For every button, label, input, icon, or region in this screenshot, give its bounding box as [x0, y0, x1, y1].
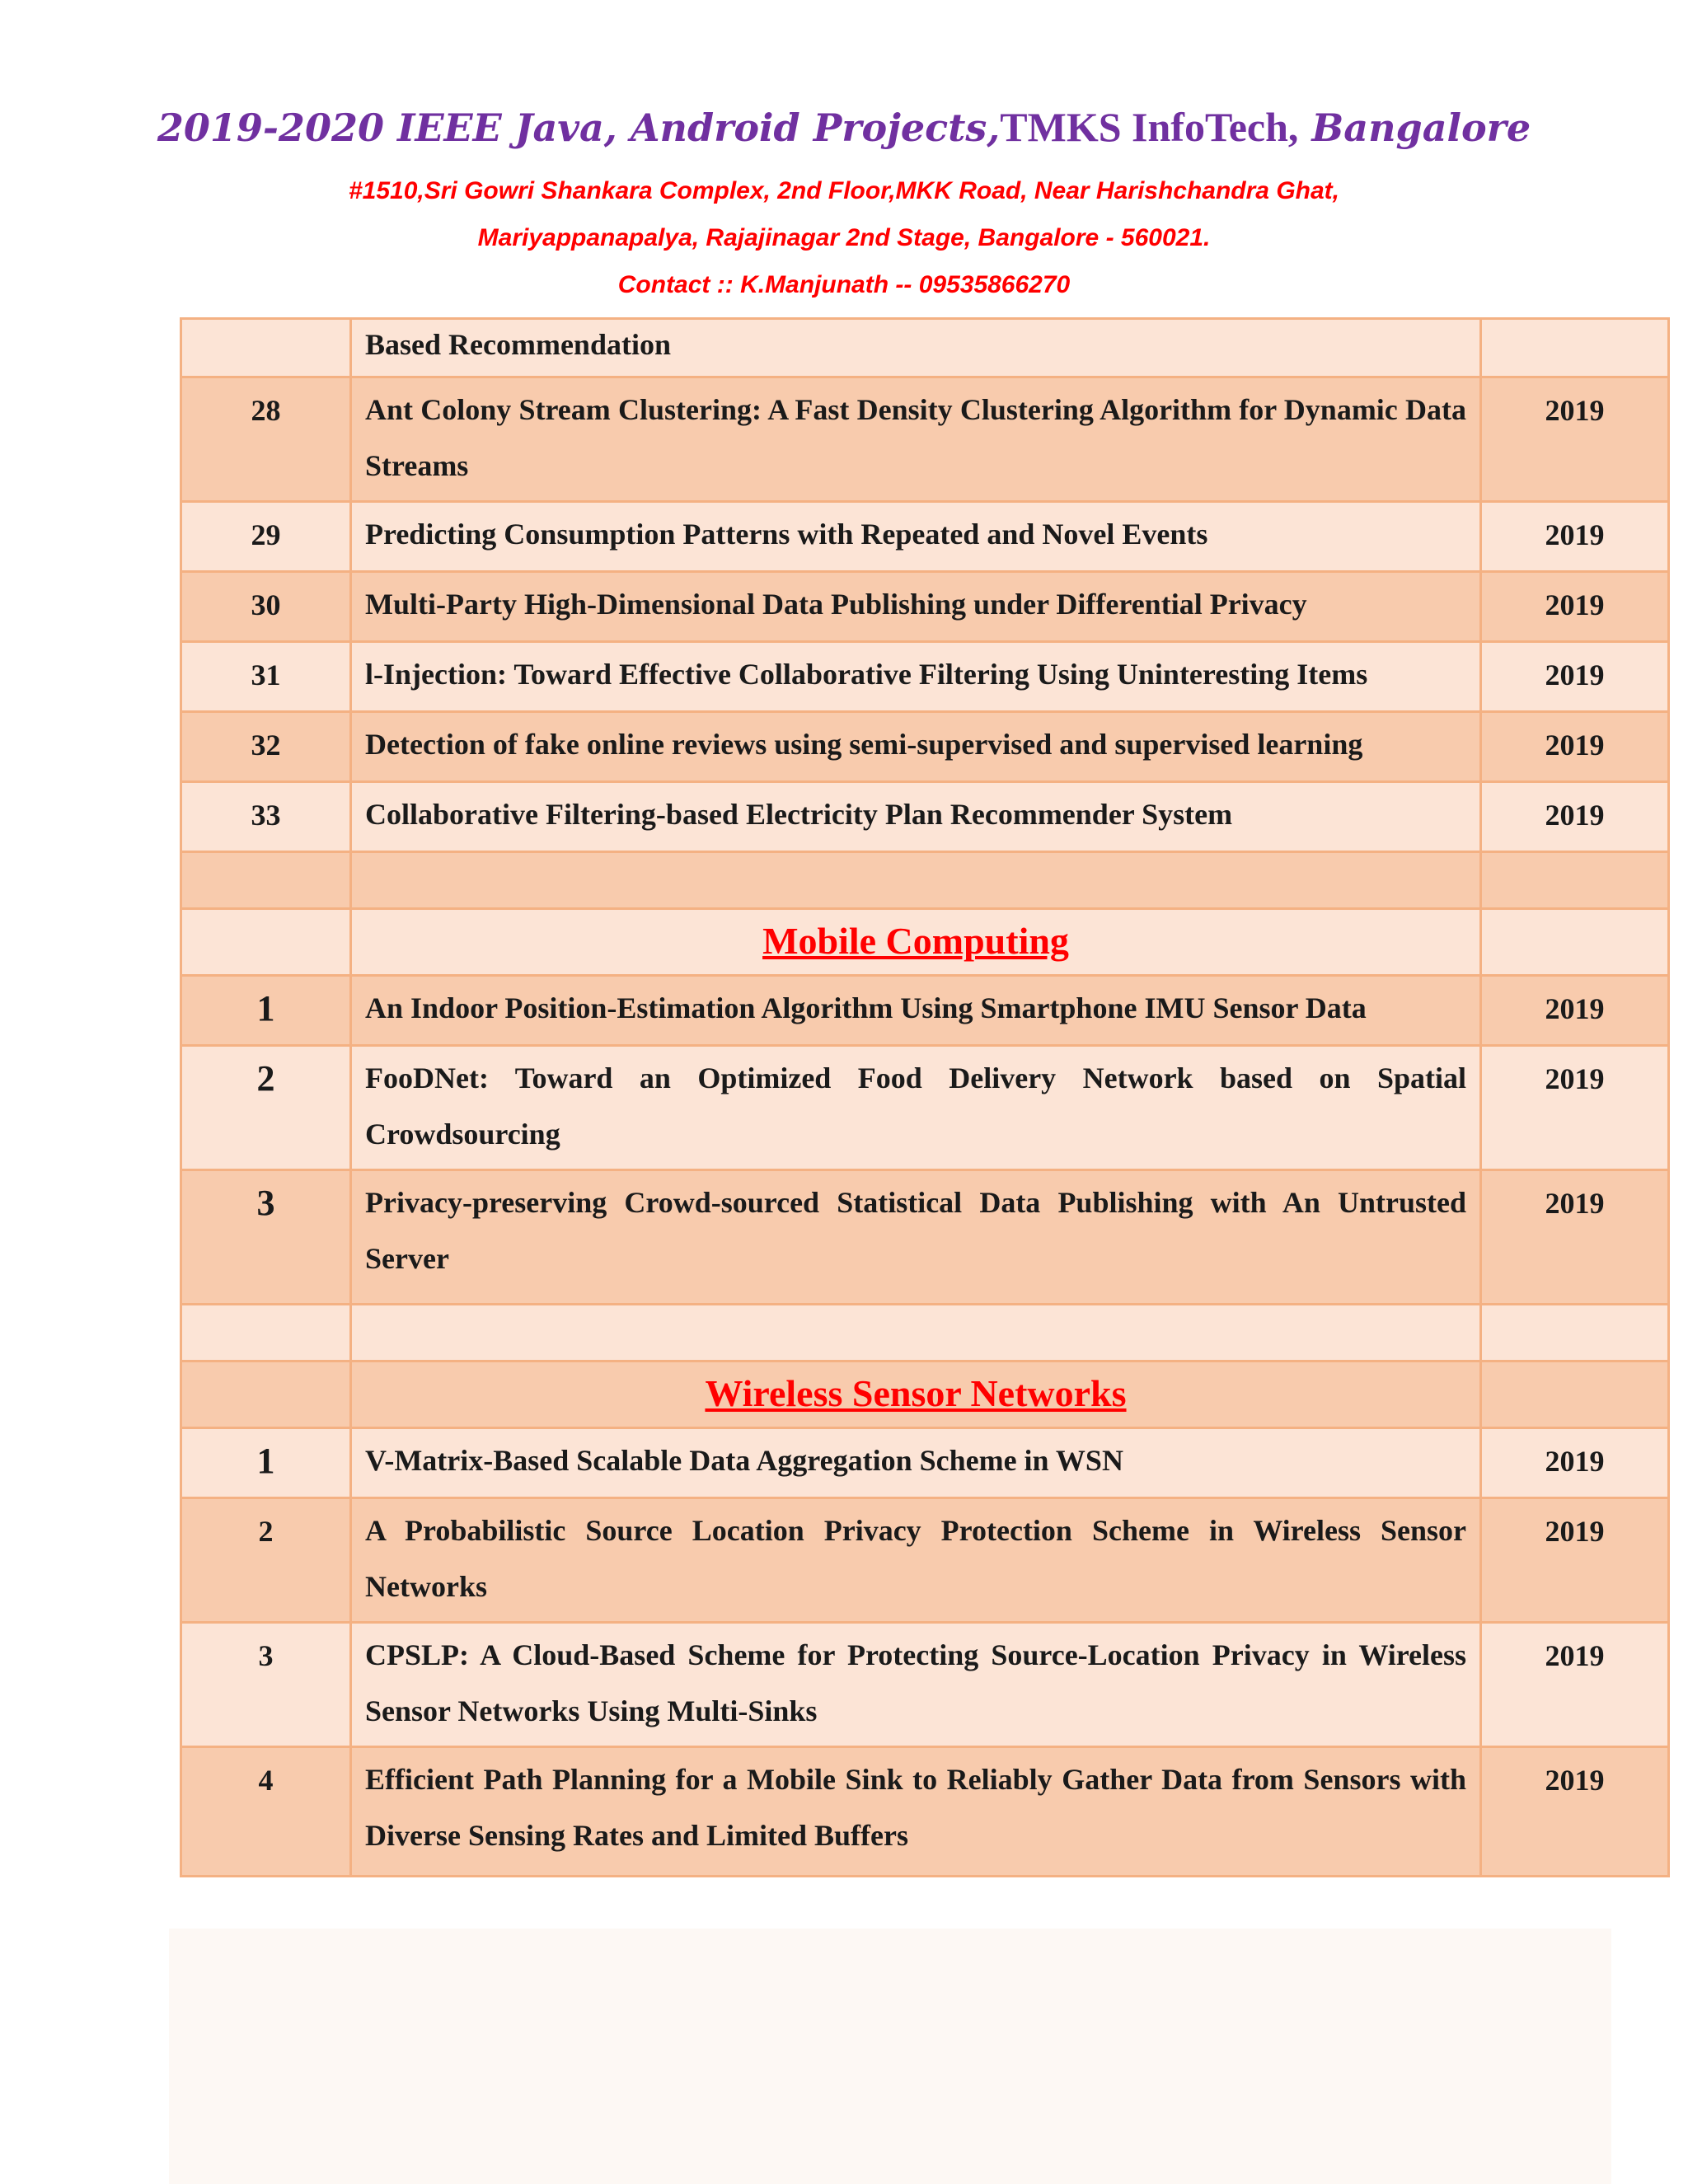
row-title: V-Matrix-Based Scalable Data Aggregation Scheme in WSN — [351, 1428, 1481, 1498]
row-year: 2019 — [1481, 1428, 1669, 1498]
row-title: Multi-Party High-Dimensional Data Publishing under Differential Privacy — [351, 572, 1481, 642]
table-row — [181, 782, 1669, 852]
table-row — [181, 502, 1669, 572]
table-row — [181, 976, 1669, 1046]
table-spacer-row — [181, 852, 1669, 909]
document-header — [0, 97, 1688, 308]
row-year: 2019 — [1481, 1623, 1669, 1747]
row-number: 29 — [181, 502, 351, 572]
row-number: 32 — [181, 712, 351, 782]
row-title: Predicting Consumption Patterns with Repeated and Novel Events — [351, 502, 1481, 572]
table-row — [181, 1428, 1669, 1498]
table-spacer-row — [181, 1305, 1669, 1361]
row-number: 1 — [181, 976, 351, 1046]
row-number: 1 — [181, 1428, 351, 1498]
table-row — [181, 377, 1669, 502]
table-row — [181, 572, 1669, 642]
row-year: 2019 — [1481, 712, 1669, 782]
row-number: 3 — [181, 1170, 351, 1305]
header-title-main: 2019-2020 IEEE Java, Android Projects, — [157, 105, 1001, 150]
page-shadow — [169, 1929, 1611, 2184]
section-title-wireless-sensor-networks: Wireless Sensor Networks — [705, 1372, 1127, 1414]
row-number — [181, 319, 351, 377]
row-number: 30 — [181, 572, 351, 642]
header-title-brand: TMKS InfoTech, — [1000, 104, 1299, 150]
row-number: 31 — [181, 642, 351, 712]
table-row — [181, 642, 1669, 712]
row-title: Ant Colony Stream Clustering: A Fast Density Clustering Algorithm for Dynamic Data Streams — [351, 377, 1481, 502]
row-title: Detection of fake online reviews using semi-supervised and supervised learning — [351, 712, 1481, 782]
row-title: l-Injection: Toward Effective Collaborative Filtering Using Uninteresting Items — [351, 642, 1481, 712]
row-year — [1481, 319, 1669, 377]
address-line-1: #1510,Sri Gowri Shankara Complex, 2nd Floor,MKK Road, Near Harishchandra Ghat, — [348, 177, 1339, 204]
row-title: Collaborative Filtering-based Electricity Plan Recommender System — [351, 782, 1481, 852]
row-year: 2019 — [1481, 1170, 1669, 1305]
table-row — [181, 1623, 1669, 1747]
row-title: Based Recommendation — [351, 319, 1481, 377]
row-title: FooDNet: Toward an Optimized Food Delivery Network based on Spatial Crowdsourcing — [351, 1046, 1481, 1170]
row-number: 33 — [181, 782, 351, 852]
table-row — [181, 1170, 1669, 1305]
row-year: 2019 — [1481, 782, 1669, 852]
contact-line: Contact :: K.Manjunath -- 09535866270 — [617, 271, 1071, 298]
section-header-row — [181, 909, 1669, 976]
row-number: 3 — [181, 1623, 351, 1747]
row-number: 4 — [181, 1747, 351, 1877]
table-row — [181, 712, 1669, 782]
row-year: 2019 — [1481, 502, 1669, 572]
row-year: 2019 — [1481, 1046, 1669, 1170]
table-row — [181, 1498, 1669, 1623]
table-row — [181, 1747, 1669, 1877]
table-row — [181, 1046, 1669, 1170]
row-title: CPSLP: A Cloud-Based Scheme for Protecting Source-Location Privacy in Wireless Sensor Networks Using Multi-Sinks — [351, 1623, 1481, 1747]
row-number: 2 — [181, 1046, 351, 1170]
row-number: 2 — [181, 1498, 351, 1623]
row-year: 2019 — [1481, 572, 1669, 642]
address-line-2: Mariyappanapalya, Rajajinagar 2nd Stage, Bangalore - 560021. — [477, 224, 1211, 251]
row-year: 2019 — [1481, 1498, 1669, 1623]
row-title: An Indoor Position-Estimation Algorithm Using Smartphone IMU Sensor Data — [351, 976, 1481, 1046]
section-header-row — [181, 1361, 1669, 1428]
row-year: 2019 — [1481, 976, 1669, 1046]
row-title: A Probabilistic Source Location Privacy Protection Scheme in Wireless Sensor Networks — [351, 1498, 1481, 1623]
project-table — [180, 317, 1670, 1877]
header-title — [0, 97, 1688, 157]
row-year: 2019 — [1481, 377, 1669, 502]
row-year: 2019 — [1481, 642, 1669, 712]
row-title: Efficient Path Planning for a Mobile Sink to Reliably Gather Data from Sensors with Diverse Sensing Rates and Limited Buffers — [351, 1747, 1481, 1877]
section-title-mobile-computing: Mobile Computing — [762, 920, 1069, 962]
row-title: Privacy-preserving Crowd-sourced Statistical Data Publishing with An Untrusted Server — [351, 1170, 1481, 1305]
row-number: 28 — [181, 377, 351, 502]
row-year: 2019 — [1481, 1747, 1669, 1877]
table-row — [181, 319, 1669, 377]
header-title-city: Bangalore — [1311, 105, 1531, 150]
